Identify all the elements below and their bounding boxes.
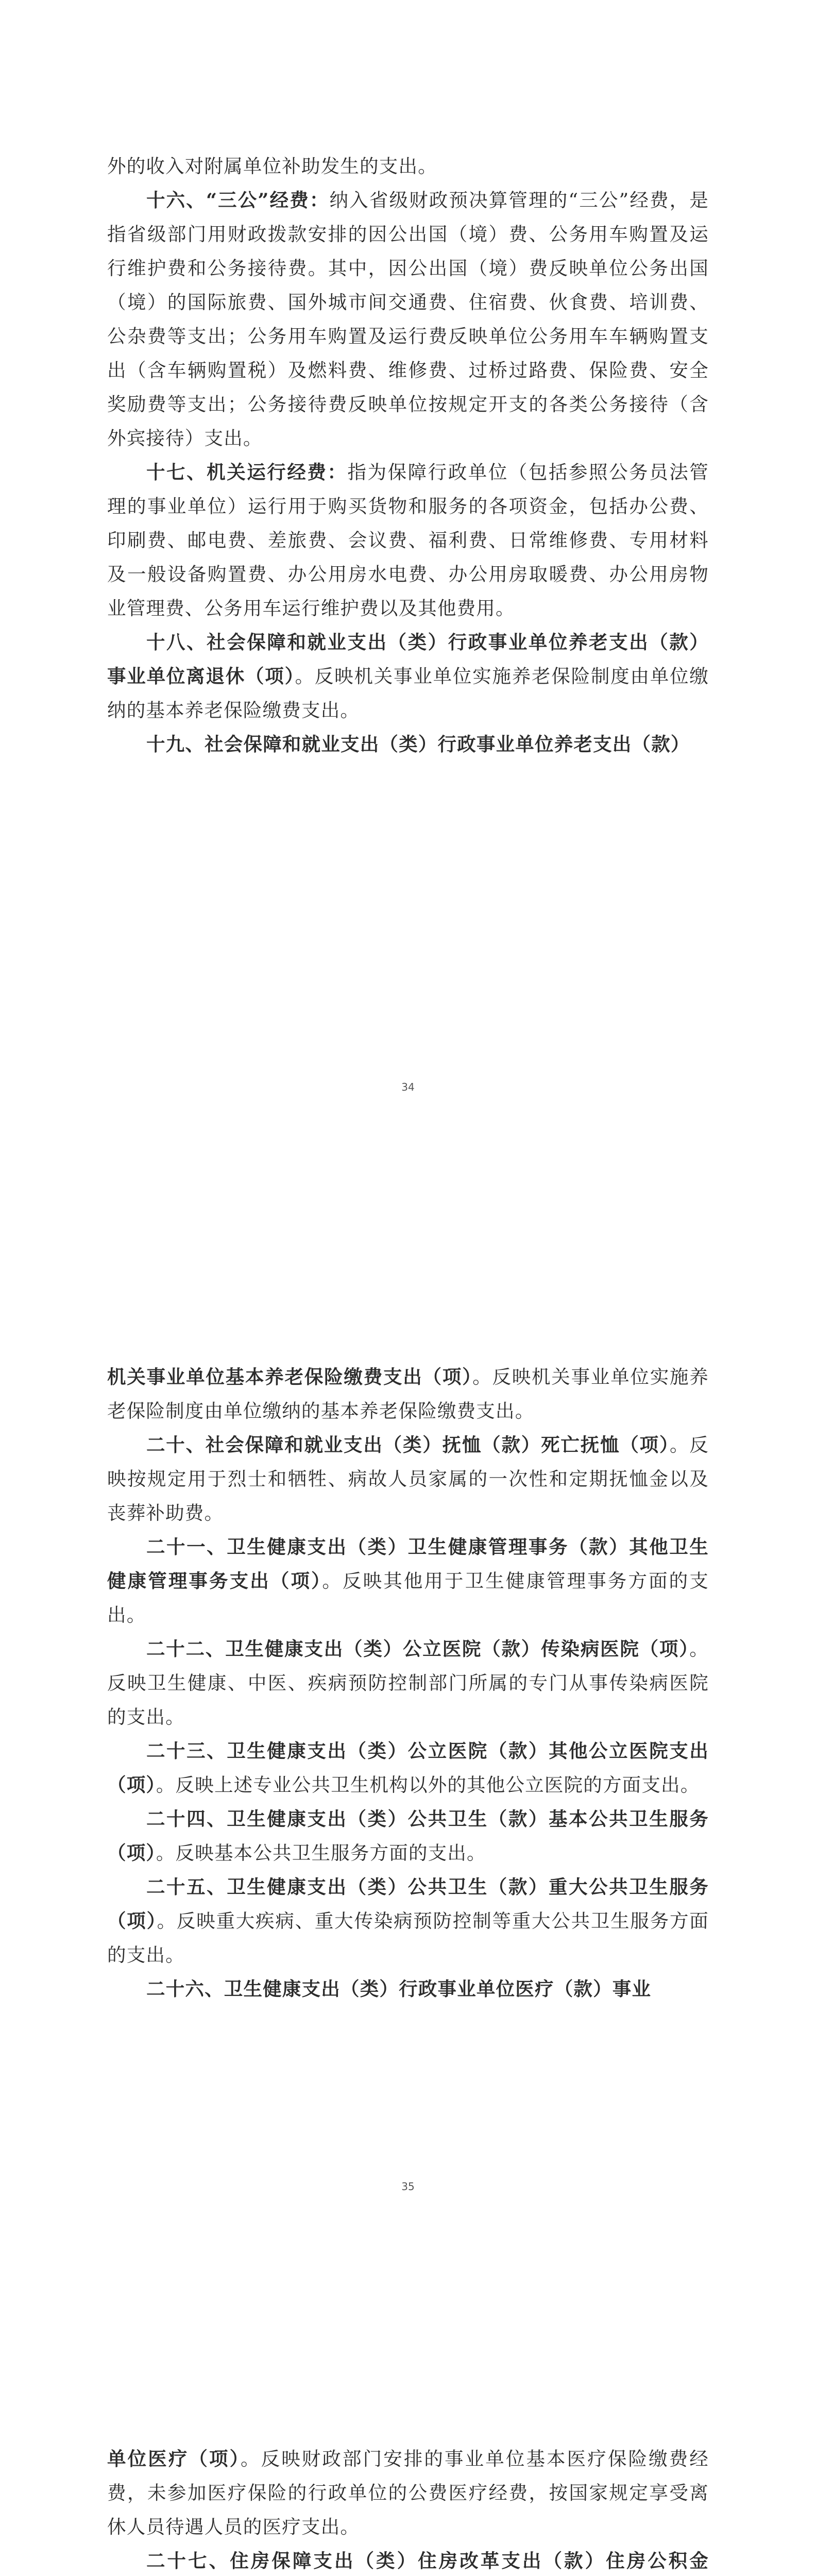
paragraph-heading: 二十三、卫生健康支出（类）公立医院（款）其他公立医院支出（项） bbox=[107, 1740, 709, 1796]
paragraph-text: 。反映卫生健康、中医、疾病预防控制部门所属的专门从事传染病医院的支出。 bbox=[107, 1638, 709, 1728]
paragraph-pension-insurance-cont bbox=[107, 1360, 709, 1428]
paragraph-agency-operating-expenses bbox=[107, 455, 709, 625]
paragraph-heading: 十六、“三公”经费： bbox=[146, 189, 330, 211]
paragraph-basic-public-health bbox=[107, 1802, 709, 1870]
paragraph-housing-fund bbox=[107, 2544, 709, 2576]
paragraph-medical-cont bbox=[107, 2442, 709, 2544]
paragraph-text: 纳入省级财政预决算管理的“三公”经费，是指省级部门用财政拨款安排的因公出国（境）费、公务用车购置及运行维护费和公务接待费。其中，因公出国（境）费反映单位公务出国（境）的国际旅费、国外城市间交通费、住宿费、伙食费、培训费、公杂费等支出；公务用车购置及运行费反映单位公务用车车辆购置支出（含车辆购置税）及燃料费、维修费、过桥过路费、保险费、安全奖励费等支出；公务接待费反映单位按规定开支的各类公务接待（含外宾接待）支出。 bbox=[107, 189, 709, 449]
paragraph-text: 指为保障行政单位（包括参照公务员法管理的事业单位）运行用于购买货物和服务的各项资金，包括办公费、印刷费、邮电费、差旅费、会议费、福利费、日常维修费、专用材料及一般设备购置费、办公用房水电费、办公用房取暖费、办公用房物业管理费、公务用车运行维护费以及其他费用。 bbox=[107, 461, 709, 619]
paragraph-heading: 二十一、卫生健康支出（类）卫生健康管理事务（款）其他卫生健康管理事务支出（项） bbox=[107, 1536, 709, 1592]
paragraph-three-public-expenses bbox=[107, 183, 709, 455]
paragraph-text: 。反映上述专业公共卫生机构以外的其他公立医院的方面支出。 bbox=[156, 1774, 700, 1796]
page-36 bbox=[0, 2442, 816, 2576]
page-35 bbox=[0, 1360, 816, 2006]
paragraph-retirement bbox=[107, 625, 709, 727]
page-number: 34 bbox=[401, 1081, 415, 1093]
paragraph-heading: 单位医疗（项） bbox=[107, 2448, 241, 2470]
paragraph-continuation bbox=[107, 149, 709, 183]
paragraph-other-public-hospital bbox=[107, 1734, 709, 1802]
paragraph-medical-start bbox=[107, 1972, 709, 2006]
paragraph-pension-insurance-start bbox=[107, 727, 709, 761]
paragraph-text: 外的收入对附属单位补助发生的支出。 bbox=[107, 155, 437, 177]
paragraph-heading: 二十二、卫生健康支出（类）公立医院（款）传染病医院（项） bbox=[146, 1638, 690, 1660]
page-34 bbox=[0, 149, 816, 761]
paragraph-heading: 机关事业单位基本养老保险缴费支出（项） bbox=[107, 1366, 473, 1388]
paragraph-heading: 十七、机关运行经费： bbox=[146, 461, 348, 483]
paragraph-text: 。反映重大疾病、重大传染病预防控制等重大公共卫生服务方面的支出。 bbox=[107, 1910, 709, 1966]
paragraph-text: 。反映财政部门安排的事业单位基本医疗保险缴费经费，未参加医疗保险的行政单位的公费医疗经费，按国家规定享受离休人员待遇人员的医疗支出。 bbox=[107, 2448, 709, 2538]
paragraph-major-public-health bbox=[107, 1870, 709, 1972]
paragraph-text: 。反映基本公共卫生服务方面的支出。 bbox=[156, 1842, 486, 1864]
paragraph-infectious-hospital bbox=[107, 1632, 709, 1734]
paragraph-heading: 十九、社会保障和就业支出（类）行政事业单位养老支出（款） bbox=[146, 733, 690, 755]
paragraph-text: 。反映按规定用于烈士和牺牲、病故人员家属的一次性和定期抚恤金以及丧葬补助费。 bbox=[107, 1434, 709, 1524]
paragraph-text: 。反映机关事业单位实施养老保险制度由单位缴纳的基本养老保险缴费支出。 bbox=[107, 665, 709, 721]
paragraph-text: 。反映其他用于卫生健康管理事务方面的支出。 bbox=[107, 1570, 709, 1626]
paragraph-heading: 二十、社会保障和就业支出（类）抚恤（款）死亡抚恤（项） bbox=[146, 1434, 670, 1456]
paragraph-heading: 二十六、卫生健康支出（类）行政事业单位医疗（款）事业 bbox=[146, 1978, 652, 2000]
paragraph-death-pension bbox=[107, 1428, 709, 1530]
paragraph-heading: 二十五、卫生健康支出（类）公共卫生（款）重大公共卫生服务（项） bbox=[107, 1876, 709, 1932]
page-number: 35 bbox=[401, 2180, 415, 2193]
paragraph-text: 。反映机关事业单位实施养老保险制度由单位缴纳的基本养老保险缴费支出。 bbox=[107, 1366, 709, 1422]
paragraph-heading: 十八、社会保障和就业支出（类）行政事业单位养老支出（款）事业单位离退休（项） bbox=[107, 631, 709, 687]
paragraph-heading: 二十四、卫生健康支出（类）公共卫生（款）基本公共卫生服务（项） bbox=[107, 1808, 709, 1864]
paragraph-heading: 二十七、住房保障支出（类）住房改革支出（款）住房公积金 bbox=[146, 2550, 709, 2572]
paragraph-other-health-management bbox=[107, 1530, 709, 1632]
